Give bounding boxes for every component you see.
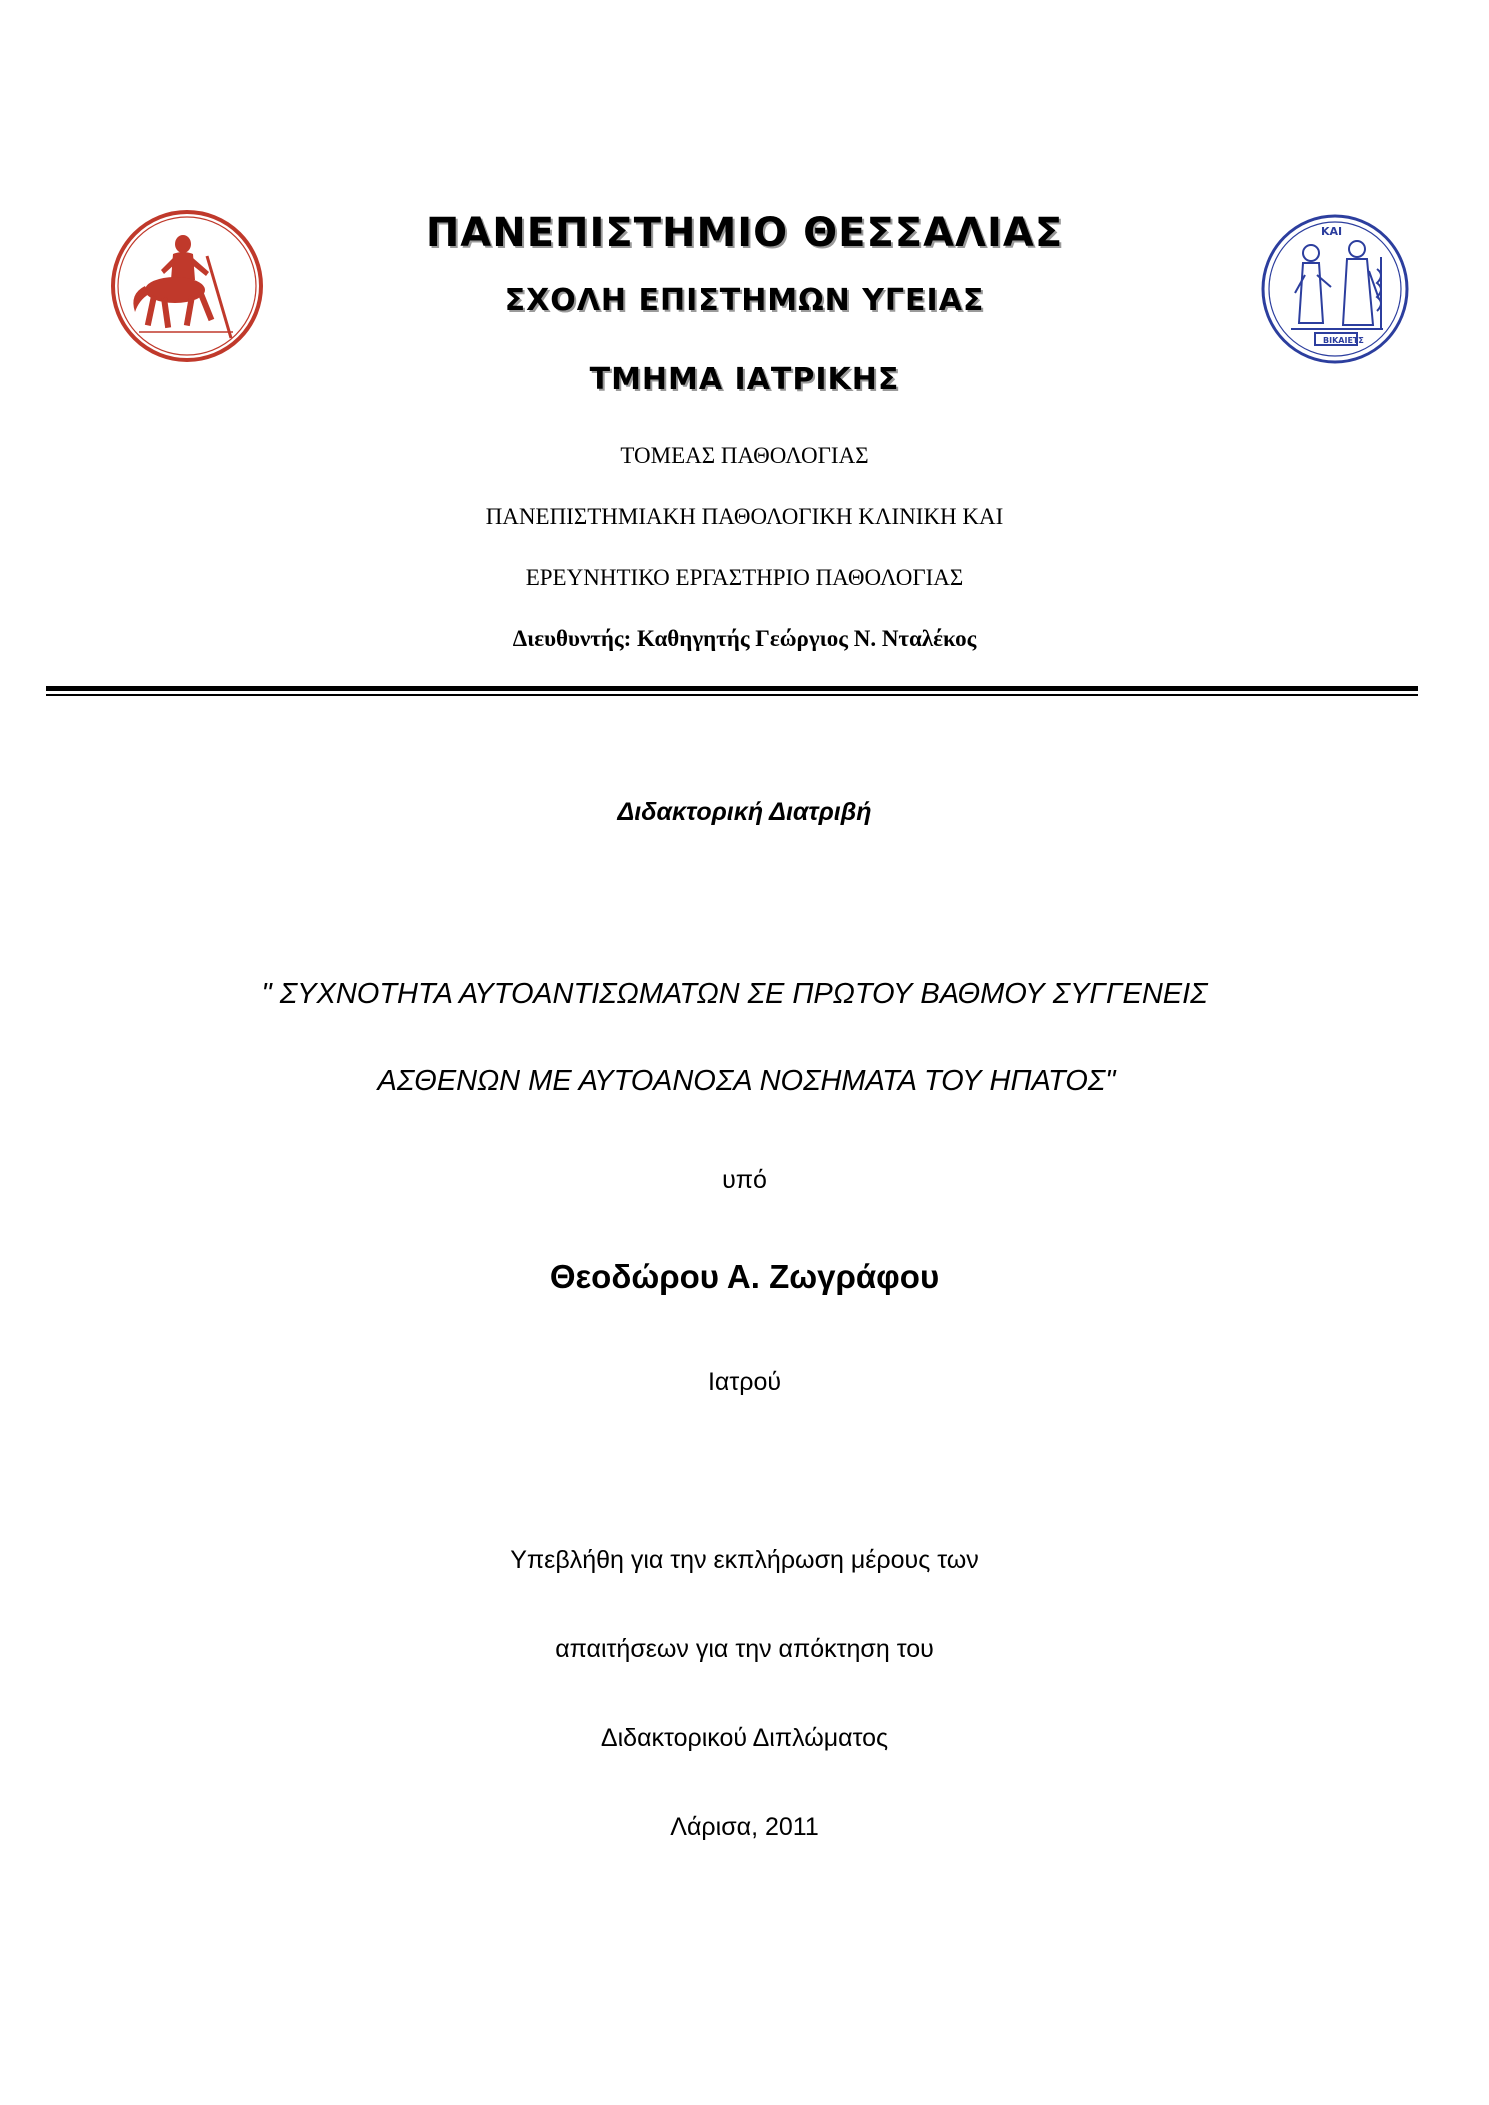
submission-line-2: απαιτήσεων για την απόκτηση του	[555, 1635, 934, 1663]
school-name: ΣΧΟΛΗ ΕΠΙΣΤΗΜΩΝ ΥΓΕΙΑΣ	[504, 283, 985, 318]
header-divider-thin	[46, 694, 1418, 696]
by-label: υπό	[722, 1166, 767, 1194]
submission-line-3: Διδακτορικού Διπλώματος	[600, 1724, 889, 1752]
svg-text:ΒΙΚΑΙΕΤΣ: ΒΙΚΑΙΕΤΣ	[1323, 336, 1364, 345]
department-name: ΤΜΗΜΑ ΙΑΤΡΙΚΗΣ	[589, 362, 900, 397]
author-name: Θεοδώρου Α. Ζωγράφου	[549, 1258, 940, 1295]
header-divider	[46, 686, 1418, 691]
clinic-line-2: ΕΡΕΥΝΗΤΙΚΟ ΕΡΓΑΣΤΗΡΙΟ ΠΑΘΟΛΟΓΙΑΣ	[525, 565, 964, 590]
svg-text:ΚΑΙ: ΚΑΙ	[1321, 225, 1343, 238]
sector-name: ΤΟΜΕΑΣ ΠΑΘΟΛΟΓΙΑΣ	[620, 443, 869, 468]
submission-line-1: Υπεβλήθη για την εκπλήρωση μέρους των	[510, 1546, 979, 1574]
document-type: Διδακτορική Διατριβή	[617, 798, 872, 826]
title-line-2: ΑΣΘΕΝΩΝ ΜΕ ΑΥΤΟΑΝΟΣΑ ΝΟΣΗΜΑΤΑ ΤΟΥ ΗΠΑΤΟΣ"	[377, 1065, 1116, 1097]
director-line: Διευθυντής: Καθηγητής Γεώργιος Ν. Νταλέκος	[512, 626, 977, 651]
place-date: Λάρισα, 2011	[670, 1813, 819, 1841]
title-line-1: " ΣΥΧΝΟΤΗΤΑ ΑΥΤΟΑΝΤΙΣΩΜΑΤΩΝ ΣΕ ΠΡΩΤΟΥ ΒΑΘΜΟΥ ΣΥΓΓΕΝΕΙΣ	[261, 978, 1208, 1010]
clinic-line-1: ΠΑΝΕΠΙΣΤΗΜΙΑΚΗ ΠΑΘΟΛΟΓΙΚΗ ΚΛΙΝΙΚΗ ΚΑΙ	[485, 504, 1004, 529]
university-name: ΠΑΝΕΠΙΣΤΗΜΙΟ ΘΕΣΣΑΛΙΑΣ	[425, 210, 1064, 256]
author-title: Ιατρού	[707, 1368, 782, 1396]
